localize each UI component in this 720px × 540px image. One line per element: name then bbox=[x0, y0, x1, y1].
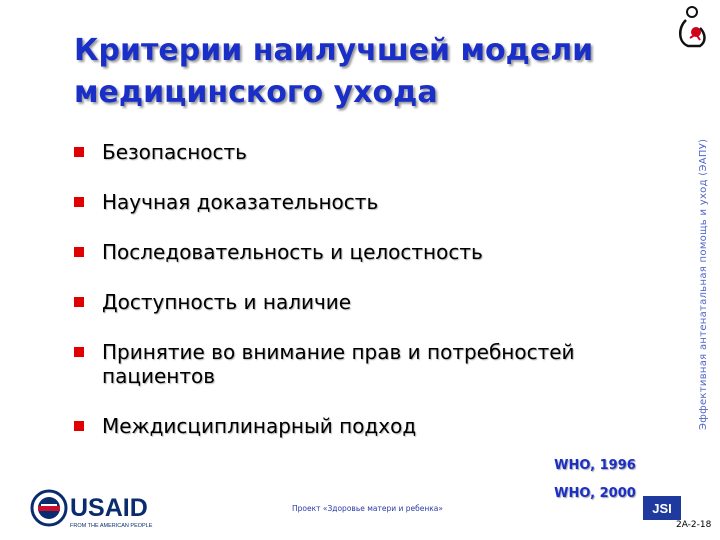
bullet-marker-icon bbox=[74, 147, 84, 157]
usaid-seal-icon bbox=[32, 491, 66, 525]
vertical-project-caption: Эффективная антенатальная помощь и уход (ЭАПУ) bbox=[698, 138, 709, 430]
bullet-text: Доступность и наличие bbox=[102, 290, 352, 314]
jsi-logo-icon bbox=[643, 496, 681, 520]
reference-item: WHO, 1996 bbox=[554, 458, 636, 473]
slide-title bbox=[74, 30, 654, 114]
bullet-item bbox=[74, 190, 654, 214]
bullet-text: Безопасность bbox=[102, 140, 247, 164]
bullet-marker-icon bbox=[74, 197, 84, 207]
bullet-marker-icon bbox=[74, 347, 84, 357]
usaid-logo bbox=[30, 488, 176, 530]
bullet-marker-icon bbox=[74, 297, 84, 307]
slide-title-line-2: медицинского ухода bbox=[74, 75, 438, 110]
mother-child-logo-icon bbox=[672, 4, 712, 50]
bullet-text: Научная доказательность bbox=[102, 190, 379, 214]
bullet-item bbox=[74, 414, 654, 438]
bullet-marker-icon bbox=[74, 421, 84, 431]
jsi-logo-text: JSI bbox=[652, 500, 672, 516]
references bbox=[540, 458, 650, 514]
bullet-text: Принятие во внимание прав и потребностей пациентов bbox=[102, 340, 575, 388]
slide-title-line-1: Критерии наилучшей модели bbox=[74, 33, 594, 68]
reference-item: WHO, 2000 bbox=[554, 486, 636, 501]
bullet-item bbox=[74, 290, 654, 314]
bullet-text: Последовательность и целостность bbox=[102, 240, 483, 264]
bullet-list bbox=[74, 140, 654, 464]
bullet-item bbox=[74, 140, 654, 164]
usaid-wordmark: USAID bbox=[70, 494, 148, 522]
bullet-item bbox=[74, 340, 654, 388]
usaid-tagline: FROM THE AMERICAN PEOPLE bbox=[70, 523, 153, 529]
footer-project-name: Проект «Здоровье матери и ребенка» bbox=[292, 504, 443, 513]
bullet-text: Междисциплинарный подход bbox=[102, 414, 417, 438]
bullet-marker-icon bbox=[74, 247, 84, 257]
bullet-item bbox=[74, 240, 654, 264]
slide-number: 2A-2-18 bbox=[676, 520, 712, 530]
